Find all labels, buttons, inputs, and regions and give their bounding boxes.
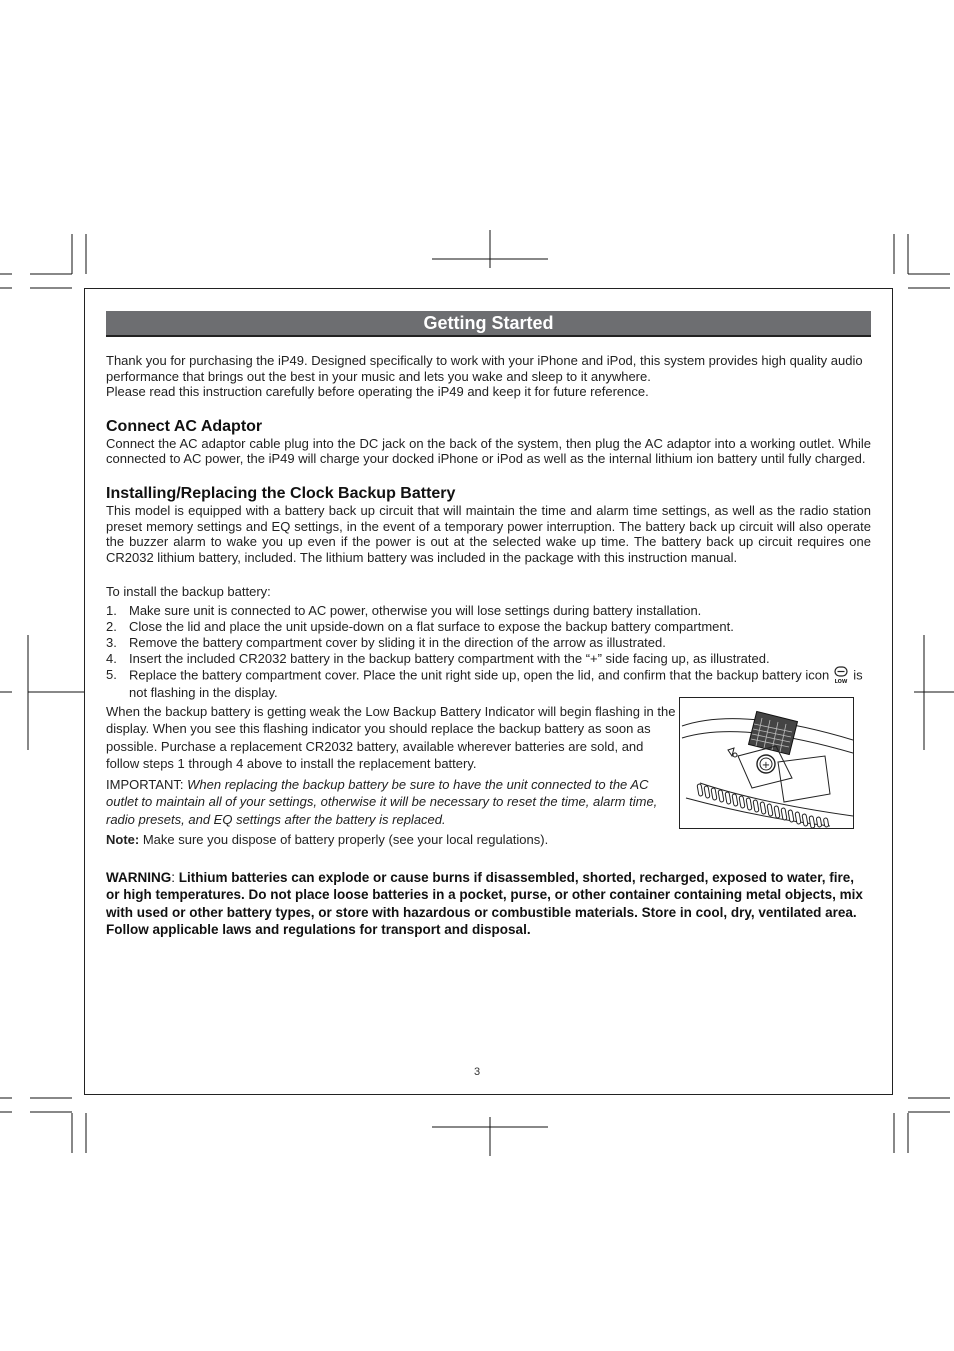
step-text: Close the lid and place the unit upside-down on a flat surface to expose the backup battery compartment.	[129, 618, 734, 634]
install-label: To install the backup battery	[106, 584, 268, 600]
intro-paragraph: Thank you for purchasing the iP49. Designed specifically to work with your iPhone and iPod, this system provides high quality audio performance that brings out the best in your music and lets you wake and sleep to it anywhere.	[106, 353, 863, 384]
warning-paragraph	[106, 869, 871, 939]
note-label: Note:	[106, 832, 140, 848]
weak-battery-paragraph: When the backup battery is getting weak the Low Backup Battery Indicator will begin flashing in the display. When you see this flashing indicator you should replace the backup battery as soon as possible. Purchase a replacement CR2032 battery, available wherever batteries are sold, and follow steps 1 through 4 above to install the replacement battery.	[106, 703, 676, 772]
list-item	[106, 651, 871, 667]
install-steps-list	[106, 603, 871, 701]
step-text: Insert the included CR2032 battery in the backup battery compartment with the “+” side facing up, as illustrated.	[129, 650, 770, 666]
plus-symbol-graphic: +	[761, 759, 771, 771]
list-item	[106, 619, 871, 635]
important-paragraph	[106, 776, 676, 829]
page-content	[106, 311, 871, 939]
low-battery-icon-label: LOW	[834, 678, 848, 684]
page-title: Getting Started	[423, 313, 554, 333]
battery-diagram	[680, 698, 853, 828]
note-text: Make sure you dispose of battery properly (see your local regulations).	[139, 832, 549, 848]
backup-battery-body: This model is equipped with a battery back up circuit that will maintain the time and alarm time settings, as well as the radio station preset memory settings and EQ settings, in the event of a temporary power interruption. The battery back up circuit will also operate the buzzer alarm to wake you up even if the power is out at the selected wake up time. The battery back up circuit requires one CR2032 lithium battery, included. The lithium battery was included in the package with this instruction manual.	[106, 502, 871, 565]
ac-adaptor-body: Connect the AC adaptor cable plug into the DC jack on the back of the system, then plug the AC adaptor into a working outlet. While connected to AC power, the iP49 will charge your docked iPhone or iPod as well as the internal lithium ion battery until fully charged.	[106, 435, 871, 467]
warning-text: Lithium batteries can explode or cause burns if disassembled, shorted, recharged, exposed to water, fire, or high temperatures. Do not place loose batteries in a pocket, purse, or other container containing metal objects, mix with used or other battery types, or store with hazardous or combustible materials. Store in cool, dry, ventilated area. Follow applicable laws and regulations for transport and disposal.	[106, 869, 863, 938]
important-text: When replacing the backup battery be sure to have the unit connected to the AC outlet to maintain all of your settings, otherwise it will be necessary to reset the time, alarm time, radio presets, and EQ settings after the battery is replaced.	[106, 776, 658, 827]
lower-section	[106, 703, 871, 849]
warning-colon: :	[171, 869, 179, 885]
intro-paragraph-2: Please read this instruction carefully before operating the iP49 and keep it for future reference.	[106, 384, 649, 400]
note-paragraph	[106, 831, 676, 849]
install-subheading	[106, 584, 871, 600]
warning-label: WARNING	[106, 869, 172, 885]
list-item	[106, 603, 871, 619]
step-number: 2.	[106, 618, 117, 634]
backup-battery-heading: Installing/Replacing the Clock Backup Battery	[106, 484, 456, 502]
low-battery-icon	[833, 666, 849, 684]
battery-compartment-illustration	[679, 697, 854, 829]
step-text: is not flashing in the display.	[129, 667, 863, 700]
install-colon: :	[267, 584, 271, 600]
step-text: Replace the battery compartment cover. Place the unit right side up, open the lid, and confirm that the backup battery icon	[129, 667, 830, 683]
step-text: Make sure unit is connected to AC power, otherwise you will lose settings during battery installation.	[129, 602, 702, 618]
step-number: 4.	[106, 650, 117, 666]
ac-adaptor-heading: Connect AC Adaptor	[106, 417, 263, 435]
lower-text-column	[106, 703, 676, 849]
list-item	[106, 635, 871, 651]
important-colon: :	[179, 776, 188, 792]
section-title-bar	[106, 311, 871, 337]
step-number: 5.	[106, 666, 117, 682]
page-number: 3	[473, 1066, 481, 1078]
list-item	[106, 667, 871, 701]
important-label: IMPORTANT	[106, 776, 180, 792]
step-number: 1.	[106, 602, 117, 618]
step-number: 3.	[106, 634, 117, 650]
step-text: Remove the battery compartment cover by sliding it in the direction of the arrow as illustrated.	[129, 634, 666, 650]
